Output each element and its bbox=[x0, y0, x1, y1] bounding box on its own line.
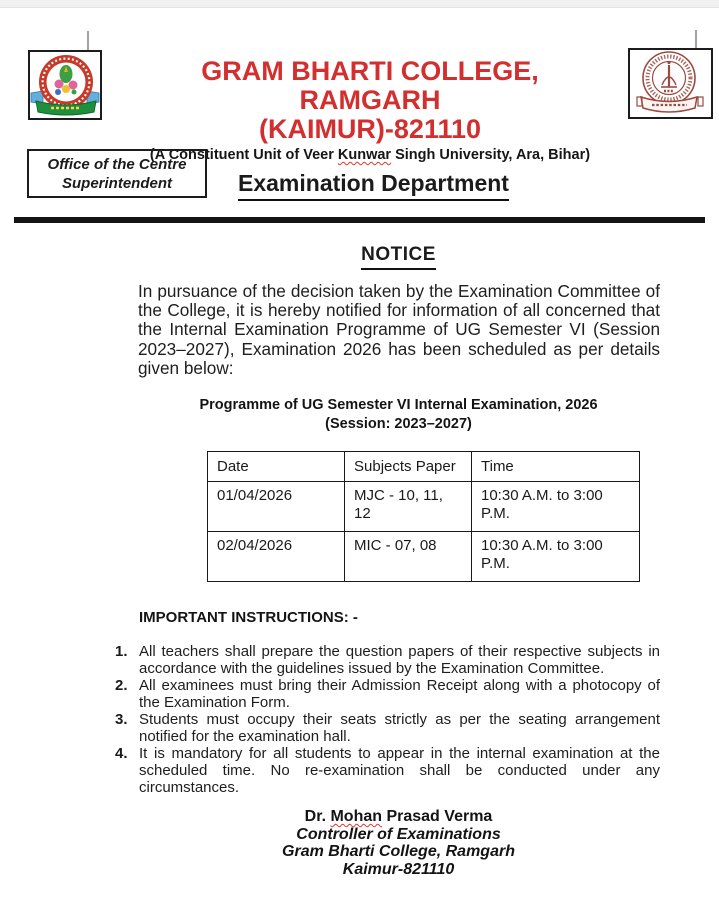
list-item bbox=[115, 711, 660, 745]
affiliation-spellcheck-word: Kunwar bbox=[337, 147, 392, 163]
signature-block bbox=[137, 808, 660, 878]
col-header-subjects: Subjects Paper bbox=[345, 452, 472, 482]
affiliation-pre: (A Constituent Unit of Veer bbox=[149, 147, 338, 163]
col-header-time: Time bbox=[472, 452, 640, 482]
letterhead bbox=[130, 57, 610, 164]
item-text: It is mandatory for all students to appear in the internal examination at the scheduled time. No re-examination shall be conducted under any circumstances. bbox=[139, 745, 660, 796]
signatory-designation: Controller of Examinations bbox=[296, 825, 501, 843]
instructions-heading: IMPORTANT INSTRUCTIONS: - bbox=[139, 609, 358, 626]
item-number: 1. bbox=[115, 643, 128, 660]
signatory-address: Kaimur-821110 bbox=[342, 860, 455, 878]
col-header-date: Date bbox=[208, 452, 345, 482]
item-text: All examinees must bring their Admission Receipt along with a photocopy of the Examination Form. bbox=[139, 677, 660, 711]
programme-line-1: Programme of UG Semester VI Internal Examination, 2026 bbox=[199, 397, 598, 413]
signatory-name: Dr. Mohan Prasad Verma bbox=[304, 808, 493, 825]
programme-heading bbox=[137, 396, 660, 434]
notice-body-paragraph: In pursuance of the decision taken by the Examination Committee of the College, it is hereby notified for information of all concerned that the Internal Examination Programme of UG Semester VI (Session 2023–2027), Examination 2026 has been scheduled as per details given below: bbox=[138, 281, 660, 378]
cell-time-2: 10:30 A.M. to 3:00 P.M. bbox=[472, 532, 640, 582]
name-spellcheck-word: Mohan bbox=[330, 808, 383, 825]
affiliation-post: Singh University, Ara, Bihar) bbox=[391, 147, 591, 163]
department-title: Examination Department bbox=[238, 170, 509, 201]
item-number: 4. bbox=[115, 745, 128, 762]
office-line-2: Superintendent bbox=[61, 175, 172, 192]
signatory-organization: Gram Bharti College, Ramgarh bbox=[282, 843, 515, 860]
list-item bbox=[115, 745, 660, 796]
instructions-list bbox=[115, 643, 660, 796]
college-emblem-icon bbox=[30, 52, 100, 118]
cell-subjects-2: MIC - 07, 08 bbox=[345, 532, 472, 582]
university-seal-icon bbox=[630, 50, 711, 117]
list-item bbox=[115, 643, 660, 677]
office-of-centre-superintendent-box bbox=[27, 149, 207, 198]
crop-mark-left bbox=[87, 31, 89, 50]
scan-top-strip bbox=[0, 0, 719, 8]
crop-mark-right bbox=[695, 30, 697, 48]
exam-timetable bbox=[207, 451, 640, 582]
item-number: 2. bbox=[115, 677, 128, 694]
college-location: (KAIMUR)-821110 bbox=[258, 114, 482, 144]
cell-date-2: 02/04/2026 bbox=[208, 532, 345, 582]
cell-subjects-1: MJC - 10, 11, 12 bbox=[345, 482, 472, 532]
cell-date-1: 01/04/2026 bbox=[208, 482, 345, 532]
table-row bbox=[208, 532, 640, 582]
header-divider-rule bbox=[14, 217, 705, 223]
item-text: All teachers shall prepare the question papers of their respective subjects in accordance with the guidelines issued by the Examination Committee. bbox=[139, 643, 660, 677]
cell-time-1: 10:30 A.M. to 3:00 P.M. bbox=[472, 482, 640, 532]
list-item bbox=[115, 677, 660, 711]
notice-heading: NOTICE bbox=[137, 244, 660, 270]
table-row bbox=[208, 482, 640, 532]
college-name: GRAM BHARTI COLLEGE, RAMGARH bbox=[201, 56, 539, 115]
university-logo bbox=[628, 48, 713, 119]
item-text: Students must occupy their seats strictly as per the seating arrangement notified for the examination hall. bbox=[139, 711, 660, 745]
office-line-1: Office of the Centre bbox=[47, 156, 187, 173]
college-logo bbox=[28, 50, 102, 120]
item-number: 3. bbox=[115, 711, 128, 728]
programme-line-2: (Session: 2023–2027) bbox=[325, 416, 472, 432]
table-header-row bbox=[208, 452, 640, 482]
